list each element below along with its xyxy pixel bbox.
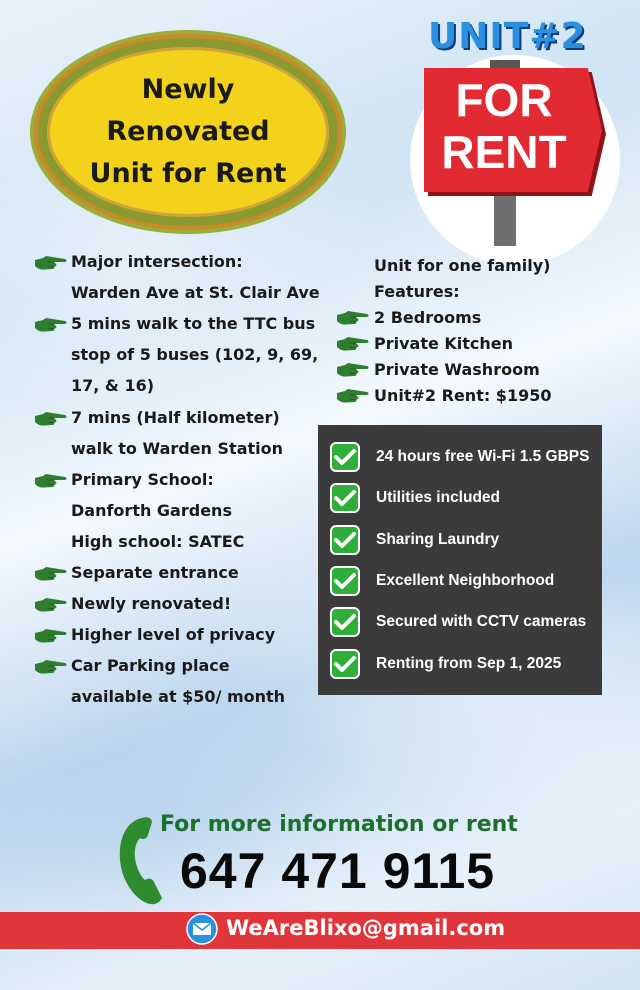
list-item — [34, 557, 239, 588]
feature-item — [336, 383, 616, 409]
for-rent-sign-text — [424, 74, 584, 178]
pointing-hand-icon — [336, 362, 370, 378]
checkbox-icon — [330, 525, 360, 555]
feature-item — [336, 357, 616, 383]
pointing-hand-icon — [34, 628, 68, 644]
list-item — [34, 308, 318, 401]
list-item-line: Higher level of privacy — [71, 625, 276, 644]
list-item — [34, 402, 283, 464]
pointing-hand-icon — [34, 255, 68, 271]
checkbox-icon — [330, 442, 360, 472]
checklist-item — [330, 483, 500, 513]
feature-item-label: 2 Bedrooms — [374, 308, 482, 327]
checklist-item — [330, 442, 589, 472]
list-item-line: Major intersection: — [71, 252, 243, 271]
checklist-item-label: Utilities included — [376, 489, 501, 507]
list-item-line: Separate entrance — [71, 563, 239, 582]
list-item-line: walk to Warden Station — [71, 439, 283, 458]
feature-item-label: Unit#2 Rent: $1950 — [374, 386, 552, 405]
features-head-1: Unit for one family) — [374, 256, 551, 275]
amenities-checklist — [318, 425, 602, 695]
feature-item-label: Private Kitchen — [374, 334, 514, 353]
list-item-line: High school: SATEC — [71, 532, 245, 551]
checklist-item-label: Secured with CCTV cameras — [376, 613, 587, 631]
unit-features — [336, 253, 616, 409]
pointing-hand-icon — [336, 336, 370, 352]
checklist-item-label: Renting from Sep 1, 2025 — [376, 654, 562, 672]
checkbox-icon — [330, 607, 360, 637]
checkbox-icon — [330, 483, 360, 513]
email-address[interactable]: WeAreBlixo@gmail.com — [226, 916, 506, 940]
mail-icon — [186, 913, 218, 945]
list-item-line: Primary School: — [71, 470, 214, 489]
list-item-line: Newly renovated! — [71, 594, 232, 613]
pointing-hand-icon — [336, 310, 370, 326]
pointing-hand-icon — [34, 659, 68, 675]
checklist-item-label: Sharing Laundry — [376, 530, 500, 548]
title-oval — [38, 38, 338, 226]
list-item — [34, 464, 244, 557]
list-item-line: 5 mins walk to the TTC bus — [71, 314, 316, 333]
checkbox-icon — [330, 649, 360, 679]
pointing-hand-icon — [34, 597, 68, 613]
pointing-hand-icon — [336, 388, 370, 404]
list-item-line: available at $50/ month — [71, 687, 286, 706]
pointing-hand-icon — [34, 411, 68, 427]
list-item-line: Warden Ave at St. Clair Ave — [71, 283, 320, 302]
checklist-item-label: Excellent Neighborhood — [376, 571, 555, 589]
pointing-hand-icon — [34, 317, 68, 333]
checklist-item — [330, 566, 554, 596]
list-item-line: stop of 5 buses (102, 9, 69, — [71, 345, 319, 364]
list-item-line: Danforth Gardens — [71, 501, 232, 520]
pointing-hand-icon — [34, 566, 68, 582]
list-item-line: 17, & 16) — [71, 376, 155, 395]
checklist-item — [330, 649, 561, 679]
list-item — [34, 246, 320, 308]
feature-item — [336, 331, 616, 357]
list-item — [34, 650, 285, 712]
unit-label: UNIT#2 — [428, 16, 587, 57]
list-item — [34, 588, 231, 619]
sign-line-1: FOR — [455, 74, 553, 126]
page-title: Newly Renovated Unit for Rent — [89, 74, 287, 189]
checklist-item — [330, 525, 499, 555]
feature-item-label: Private Washroom — [374, 360, 540, 379]
list-item — [34, 619, 275, 650]
sign-line-2: RENT — [441, 126, 567, 178]
phone-number[interactable]: 647 471 9115 — [180, 843, 496, 899]
features-head-2: Features: — [374, 282, 460, 301]
feature-item — [336, 305, 616, 331]
checkbox-icon — [330, 566, 360, 596]
pointing-hand-icon — [34, 473, 68, 489]
contact-label: For more information or rent — [160, 812, 518, 837]
list-item-line: 7 mins (Half kilometer) — [71, 408, 280, 427]
checklist-item — [330, 607, 586, 637]
checklist-item-label: 24 hours free Wi-Fi 1.5 GBPS — [376, 448, 590, 465]
list-item-line: Car Parking place — [71, 656, 230, 675]
